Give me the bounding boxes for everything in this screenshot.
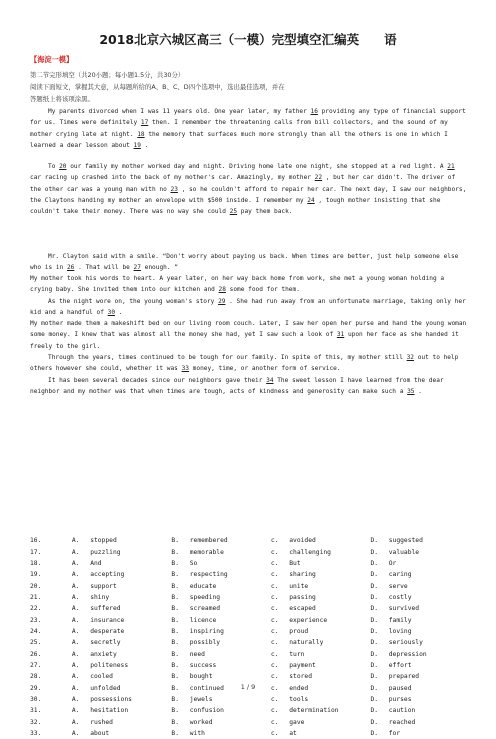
- blank-number: 25: [229, 208, 238, 216]
- passage-text: pay them back.: [237, 208, 293, 216]
- option-c: turn: [289, 650, 305, 658]
- blank-number: 24: [307, 196, 315, 204]
- option-b: bought: [189, 673, 213, 681]
- blank-number: 28: [218, 286, 226, 294]
- option-b: licence: [189, 616, 217, 624]
- option-letter: B.: [171, 627, 179, 635]
- page-number: 1 / 9: [240, 683, 256, 691]
- passage-text: Mr. Clayton said with a smile. “Don't worry about paying us back. When times are better, just help someone else who is in: [30, 253, 459, 272]
- question-number: 28.: [30, 673, 42, 681]
- option-letter: c.: [270, 548, 279, 556]
- question-number: 31.: [30, 707, 42, 715]
- passage-paragraph-1: [30, 106, 468, 151]
- option-letter: D.: [370, 593, 379, 601]
- passage-text: My mother took his words to heart. A year later, on her way back home from work, she met a young woman holding a crying baby. She invited them into our kitchen and: [30, 275, 445, 294]
- question-number: 27.: [30, 661, 42, 669]
- option-letter: D.: [370, 605, 379, 613]
- passage-paragraph-3: [30, 251, 468, 274]
- option-row: [30, 603, 470, 614]
- option-letter: B.: [171, 695, 179, 703]
- option-letter: A.: [71, 695, 80, 703]
- passage-paragraph-5: [30, 296, 468, 319]
- option-row: [30, 546, 470, 557]
- blank-number: 20: [59, 163, 67, 170]
- question-number: 32.: [30, 718, 42, 726]
- option-a: cooled: [90, 673, 113, 681]
- option-a: secretly: [90, 639, 121, 647]
- passage-text: upon her face as she handed it freely to the girl.: [30, 331, 459, 350]
- option-c: escaped: [289, 605, 316, 613]
- option-c: ended: [289, 684, 309, 692]
- option-letter: c.: [270, 571, 279, 579]
- option-letter: A.: [71, 707, 80, 715]
- passage-text: It has been several decades since our neighbors gave their: [48, 377, 267, 384]
- option-letter: c.: [270, 639, 279, 647]
- option-letter: B.: [171, 684, 179, 692]
- instruction-line-2: 答题纸上将该项涂黑。: [30, 95, 94, 103]
- passage-paragraph-8: [30, 375, 468, 398]
- option-letter: A.: [71, 730, 80, 738]
- option-letter: A.: [71, 537, 80, 545]
- option-c: But: [289, 559, 301, 567]
- option-letter: A.: [71, 684, 80, 692]
- option-row: [30, 637, 470, 648]
- option-d: for: [388, 730, 401, 738]
- option-letter: A.: [71, 616, 80, 624]
- option-letter: B.: [171, 639, 179, 647]
- passage-paragraph-6: [30, 318, 468, 352]
- blank-number: 33: [181, 365, 189, 373]
- option-d: reached: [388, 718, 416, 726]
- section-heading: 第二节完形填空（共20小题；每小题1.5分，共30分）: [30, 71, 185, 79]
- passage-text: My mother made them a makeshift bed on our living room couch. Later, I saw her open her purse and hand the young woman some money. I knew that was almost all the money she had, yet I saw such a look of: [30, 320, 467, 339]
- question-number: 24.: [30, 627, 42, 635]
- option-letter: B.: [171, 571, 179, 579]
- passage-text: To: [48, 163, 60, 170]
- option-letter: c.: [270, 650, 279, 658]
- option-letter: c.: [270, 718, 279, 726]
- option-letter: c.: [270, 730, 279, 738]
- option-b: worked: [189, 718, 213, 726]
- option-d: family: [388, 616, 412, 624]
- option-letter: D.: [370, 684, 379, 692]
- option-row: [30, 705, 470, 716]
- option-letter: B.: [171, 593, 179, 601]
- passage-text: , tough mother insisting that she couldn't take their money. There was no way she could: [30, 196, 441, 216]
- option-row: [30, 694, 470, 705]
- options-table: [30, 535, 470, 739]
- blank-number: 31: [336, 331, 345, 339]
- blank-number: 17: [140, 119, 149, 127]
- blank-number: 18: [137, 130, 145, 138]
- passage-text: then. I remember the threatening calls from bill collectors, and the sound of my mother crying late at night.: [30, 119, 448, 138]
- option-c: sharing: [289, 571, 316, 579]
- option-b: speeding: [189, 593, 221, 601]
- option-b: confusion: [189, 707, 224, 715]
- option-c: passing: [289, 593, 316, 601]
- option-letter: c.: [270, 582, 279, 590]
- option-row: [30, 728, 470, 739]
- option-letter: D.: [370, 582, 379, 590]
- option-letter: A.: [71, 639, 80, 647]
- option-letter: A.: [71, 559, 80, 567]
- option-d: purses: [388, 695, 412, 703]
- option-b: jewels: [189, 695, 213, 703]
- option-letter: B.: [171, 548, 179, 556]
- passage-text: enough. ”: [140, 264, 178, 272]
- option-row: [30, 626, 470, 637]
- option-d: prepared: [388, 673, 420, 681]
- question-number: 17.: [30, 548, 42, 556]
- option-d: paused: [388, 684, 412, 692]
- question-number: 19.: [30, 571, 42, 579]
- option-c: experience: [289, 616, 328, 624]
- blank-number: 22: [314, 174, 323, 182]
- question-number: 25.: [30, 639, 42, 647]
- passage-text: The sweet lesson I have learned from the dear neighbor and my mother was that when times are tough, acts of kindness and generosity can make such a: [30, 377, 444, 396]
- option-a: insurance: [90, 616, 125, 624]
- option-d: serve: [388, 582, 408, 590]
- passage-text: My parents divorced when I was 11 years old. One year later, my father: [48, 108, 311, 115]
- option-c: payment: [289, 661, 316, 669]
- passage-paragraph-7: [30, 352, 468, 375]
- option-row: [30, 660, 470, 671]
- option-letter: D.: [370, 650, 379, 658]
- passage-text: money, time, or another form of service.: [188, 365, 341, 373]
- option-c: challenging: [289, 548, 331, 556]
- question-number: 26.: [30, 650, 42, 658]
- passage-text: Through the years, times continued to be tough for our family. In spite of this, my mother still: [48, 354, 407, 361]
- option-letter: B.: [171, 537, 179, 545]
- option-d: caution: [388, 707, 416, 715]
- option-a: puzzling: [90, 548, 121, 556]
- option-letter: c.: [270, 673, 279, 681]
- option-row: [30, 569, 470, 580]
- option-letter: A.: [71, 627, 80, 635]
- blank-number: 34: [266, 377, 274, 384]
- option-b: remembered: [189, 537, 228, 545]
- option-letter: c.: [270, 593, 279, 601]
- question-number: 22.: [30, 605, 42, 613]
- option-b: possibly: [189, 639, 221, 647]
- option-row: [30, 558, 470, 569]
- option-letter: A.: [71, 650, 80, 658]
- passage-text: .: [140, 141, 149, 149]
- blank-number: 27: [133, 264, 141, 272]
- option-letter: A.: [71, 605, 80, 613]
- option-letter: B.: [171, 718, 179, 726]
- option-letter: D.: [370, 730, 379, 738]
- option-c: tools: [289, 695, 309, 703]
- option-a: possessions: [90, 695, 132, 703]
- passage-text: our family my mother worked day and night. Driving home late one night, she stopped at a red light. A: [66, 163, 448, 170]
- blank-number: 16: [310, 108, 318, 115]
- option-d: caring: [388, 571, 412, 579]
- source-tag: 【海淀一模】: [30, 55, 74, 64]
- option-d: suggested: [388, 537, 423, 545]
- passage-paragraph-2: [30, 161, 468, 217]
- option-row: [30, 671, 470, 682]
- option-b: memorable: [189, 548, 224, 556]
- blank-number: 32: [406, 354, 415, 361]
- option-a: desperate: [90, 627, 125, 635]
- option-letter: D.: [370, 639, 379, 647]
- option-letter: B.: [171, 673, 179, 681]
- option-letter: D.: [370, 718, 379, 726]
- option-letter: c.: [270, 537, 279, 545]
- option-letter: D.: [370, 616, 379, 624]
- option-letter: D.: [370, 537, 379, 545]
- passage-paragraph-4: [30, 273, 468, 296]
- option-a: about: [90, 730, 110, 738]
- option-letter: B.: [171, 707, 179, 715]
- passage-text: , so he couldn't afford to repair her car. The next day, I saw our neighbors, the Claytons handing my mother an envelope with $500 inside. I remember my: [30, 185, 467, 204]
- passage-text: .: [115, 309, 123, 317]
- passage-text: some food for them.: [225, 286, 300, 294]
- option-letter: D.: [370, 548, 379, 556]
- option-c: gave: [289, 718, 305, 726]
- option-a: stopped: [90, 537, 117, 545]
- option-letter: c.: [270, 661, 279, 669]
- option-d: effort: [388, 661, 412, 669]
- option-letter: c.: [270, 616, 279, 624]
- option-row: [30, 592, 470, 603]
- question-number: 16.: [30, 537, 42, 545]
- option-letter: D.: [370, 559, 379, 567]
- option-b: inspiring: [189, 627, 224, 635]
- option-b: screamed: [189, 605, 221, 613]
- option-d: depression: [388, 650, 427, 658]
- question-number: 23.: [30, 616, 42, 624]
- question-number: 20.: [30, 582, 42, 590]
- option-d: costly: [388, 593, 412, 601]
- option-c: naturally: [289, 639, 324, 647]
- option-d: loving: [388, 627, 412, 635]
- passage-text: . She had run away from an unfortunate marriage, taking only her kid and a handful of: [30, 298, 466, 317]
- option-a: anxiety: [90, 650, 117, 658]
- option-b: educate: [189, 582, 217, 590]
- question-number: 21.: [30, 593, 42, 601]
- option-letter: B.: [171, 650, 179, 658]
- blank-number: 23: [170, 185, 178, 193]
- question-number: 30.: [30, 695, 42, 703]
- option-a: support: [90, 582, 117, 590]
- option-c: proud: [289, 627, 309, 635]
- option-a: unfolded: [90, 684, 121, 692]
- option-row: [30, 717, 470, 728]
- option-letter: A.: [71, 673, 80, 681]
- option-c: stored: [289, 673, 312, 681]
- option-row: [30, 535, 470, 546]
- option-letter: A.: [71, 661, 80, 669]
- option-d: seriously: [388, 639, 423, 647]
- option-letter: B.: [171, 605, 179, 613]
- option-row: [30, 648, 470, 659]
- passage-text: . That will be: [74, 264, 134, 272]
- option-a: politeness: [90, 661, 129, 669]
- option-letter: A.: [71, 582, 80, 590]
- blank-number: 26: [66, 264, 75, 272]
- option-b: success: [189, 661, 217, 669]
- option-letter: c.: [270, 684, 279, 692]
- option-row: [30, 614, 470, 625]
- question-number: 18.: [30, 559, 42, 567]
- option-letter: B.: [171, 616, 179, 624]
- option-a: accepting: [90, 571, 125, 579]
- option-letter: A.: [71, 548, 80, 556]
- option-b: with: [189, 730, 205, 738]
- option-d: valuable: [388, 548, 420, 556]
- option-letter: A.: [71, 571, 80, 579]
- option-letter: B.: [171, 661, 179, 669]
- question-number: 33.: [30, 730, 42, 738]
- option-d: survived: [388, 605, 420, 613]
- passage-text: , but her car didn't. The driver of the other car was a young man with no: [30, 174, 456, 193]
- blank-number: 21: [447, 163, 455, 170]
- option-letter: A.: [71, 593, 80, 601]
- document-title: 2018北京六城区高三（一模）完型填空汇编英 语: [99, 32, 397, 47]
- option-letter: D.: [370, 695, 379, 703]
- question-number: 29.: [30, 684, 42, 692]
- blank-number: 35: [407, 388, 415, 396]
- option-a: And: [90, 559, 102, 567]
- option-b: continued: [189, 684, 224, 692]
- option-b: respecting: [189, 571, 228, 579]
- blank-number: 30: [107, 309, 116, 317]
- option-c: at: [289, 730, 297, 738]
- option-c: avoided: [289, 537, 316, 545]
- option-d: Or: [388, 559, 397, 567]
- option-letter: c.: [270, 605, 279, 613]
- option-letter: D.: [370, 707, 379, 715]
- passage-text: the memory that surfaces much more strongly than all the others is one in which I learned a dear lesson about: [30, 130, 448, 149]
- option-letter: c.: [270, 707, 279, 715]
- option-a: suffered: [90, 605, 121, 613]
- option-letter: c.: [270, 559, 279, 567]
- option-b: So: [189, 559, 198, 567]
- option-letter: A.: [71, 718, 80, 726]
- option-c: determination: [289, 707, 339, 715]
- passage-text: out to help others however she could, whether it was: [30, 354, 459, 373]
- option-letter: B.: [171, 730, 179, 738]
- option-row: [30, 580, 470, 591]
- option-letter: D.: [370, 673, 379, 681]
- passage-text: As the night wore on, the young woman's story: [48, 298, 219, 305]
- option-b: need: [189, 650, 205, 658]
- option-letter: B.: [171, 582, 179, 590]
- option-a: shiny: [90, 593, 110, 601]
- option-c: unite: [289, 582, 309, 590]
- passage-text: providing any type of financial support for us. Times were definitely: [30, 108, 466, 127]
- option-a: hesitation: [90, 707, 129, 715]
- option-letter: B.: [171, 559, 179, 567]
- option-letter: D.: [370, 661, 379, 669]
- option-letter: D.: [370, 627, 379, 635]
- passage-text: .: [414, 388, 422, 396]
- option-a: rushed: [90, 718, 113, 726]
- option-letter: c.: [270, 695, 279, 703]
- passage-text: car racing up crashed into the back of my mother's car. Amazingly, my mother: [30, 174, 315, 182]
- blank-number: 29: [218, 298, 226, 305]
- option-letter: D.: [370, 571, 379, 579]
- blank-number: 19: [133, 141, 141, 149]
- option-letter: c.: [270, 627, 279, 635]
- instruction-line-1: 阅读下面短文，掌握其大意，从每题所给的A、B、C、D四个选项中，选出最佳选项，并在: [30, 83, 285, 91]
